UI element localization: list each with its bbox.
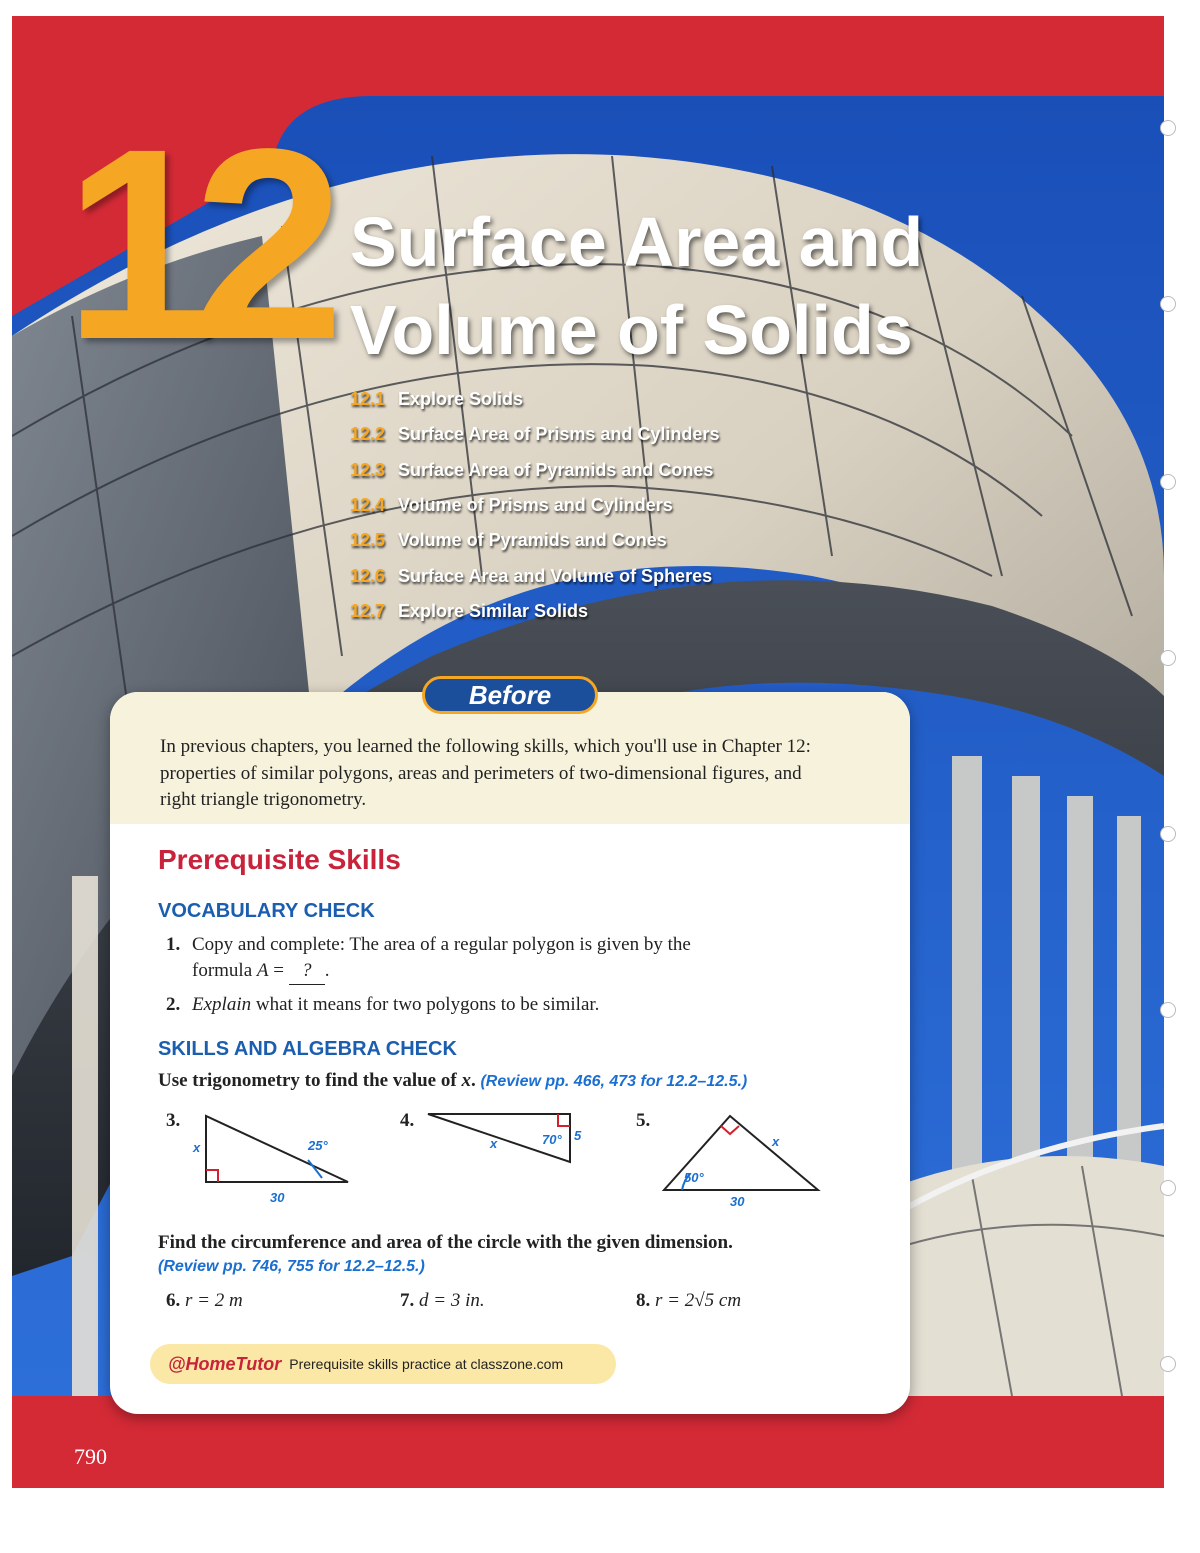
exercise-1-blank: ? bbox=[289, 958, 325, 985]
exercise-2-keyword: Explain bbox=[192, 994, 252, 1015]
triangle-figure-4 bbox=[424, 1108, 594, 1178]
circle-dimension: r = 2 m bbox=[185, 1290, 243, 1311]
lesson-list bbox=[350, 382, 870, 629]
lesson-number: 12.4 bbox=[350, 495, 386, 516]
base-label: 30 bbox=[730, 1194, 745, 1209]
exercise-8 bbox=[636, 1288, 741, 1314]
chapter-title bbox=[350, 198, 923, 374]
exercise-1-line-1: Copy and complete: The area of a regular polygon is given by the bbox=[192, 934, 691, 955]
exercise-number: 1. bbox=[166, 934, 181, 955]
lesson-title: Volume of Pyramids and Cones bbox=[398, 530, 667, 551]
hometutor-logo: @HomeTutor bbox=[168, 1353, 282, 1374]
lesson-item bbox=[350, 558, 870, 593]
lesson-title: Surface Area of Prisms and Cylinders bbox=[398, 424, 720, 445]
lesson-number: 12.5 bbox=[350, 530, 386, 551]
exercise-2-text: what it means for two polygons to be similar. bbox=[251, 994, 600, 1015]
exercise-5-number bbox=[636, 1108, 650, 1134]
exercise-number: 3. bbox=[166, 1110, 181, 1131]
right-angle-marker bbox=[206, 1170, 218, 1182]
chapter-title-line-2: Volume of Solids bbox=[350, 291, 913, 369]
lesson-title: Surface Area of Pyramids and Cones bbox=[398, 459, 714, 480]
lesson-item bbox=[350, 382, 870, 417]
binder-hole bbox=[1160, 826, 1176, 842]
before-panel bbox=[110, 692, 910, 1414]
exercise-1 bbox=[166, 932, 691, 985]
review-reference: (Review pp. 746, 755 for 12.2–12.5.) bbox=[158, 1258, 425, 1275]
chapter-title-line-1: Surface Area and bbox=[350, 203, 924, 281]
side-x-label: x bbox=[490, 1136, 498, 1151]
exercise-4-number bbox=[400, 1108, 414, 1134]
side-x-label: x bbox=[193, 1140, 201, 1155]
side-label: 5 bbox=[574, 1128, 582, 1143]
lesson-item bbox=[350, 594, 870, 629]
lesson-number: 12.2 bbox=[350, 424, 386, 445]
trig-instruction-variable: x bbox=[461, 1070, 471, 1091]
lesson-number: 12.1 bbox=[350, 389, 386, 410]
lesson-title: Volume of Prisms and Cylinders bbox=[398, 495, 673, 516]
binder-hole bbox=[1160, 650, 1176, 666]
trig-instruction bbox=[158, 1070, 747, 1092]
exercise-3-number bbox=[166, 1108, 180, 1134]
lesson-title: Surface Area and Volume of Spheres bbox=[398, 565, 713, 586]
lesson-item bbox=[350, 488, 870, 523]
before-intro-text: In previous chapters, you learned the following skills, which you'll use in Chapter 12: properties of similar polygons, areas and perimeters of two-dimensional figures, and right triangle trigonometry. bbox=[160, 736, 811, 810]
circle-dimension: d = 3 in. bbox=[419, 1290, 485, 1311]
chapter-number: 12 bbox=[64, 92, 323, 396]
triangle-figure-3 bbox=[190, 1108, 360, 1208]
right-angle-marker bbox=[721, 1126, 739, 1134]
exercise-number: 2. bbox=[166, 994, 181, 1015]
lesson-number: 12.6 bbox=[350, 565, 386, 586]
base-label: 30 bbox=[270, 1190, 285, 1205]
side-x-label: x bbox=[772, 1134, 780, 1149]
prerequisite-skills-heading: Prerequisite Skills bbox=[158, 844, 401, 875]
trig-instruction-period: . bbox=[470, 1070, 476, 1091]
hometutor-link-text[interactable]: Prerequisite skills practice at classzone.com bbox=[289, 1356, 564, 1372]
exercise-1-variable: A bbox=[256, 960, 269, 981]
angle-label: 50° bbox=[684, 1170, 704, 1185]
exercise-number: 8. bbox=[636, 1290, 651, 1311]
review-reference: (Review pp. 466, 473 for 12.2–12.5.) bbox=[480, 1073, 748, 1090]
lesson-item bbox=[350, 417, 870, 452]
page-number: 790 bbox=[74, 1444, 107, 1469]
skills-algebra-check-heading: SKILLS AND ALGEBRA CHECK bbox=[158, 1038, 457, 1060]
exercise-number: 5. bbox=[636, 1110, 651, 1131]
lesson-number: 12.3 bbox=[350, 459, 386, 480]
trig-instruction-text: Use trigonometry to find the value of bbox=[158, 1070, 462, 1091]
circle-instruction: Find the circumference and area of the circle with the given dimension. bbox=[158, 1232, 733, 1253]
exercise-1-formula-prefix: formula bbox=[192, 960, 257, 981]
binder-hole bbox=[1160, 1180, 1176, 1196]
binder-hole bbox=[1160, 296, 1176, 312]
binder-hole bbox=[1160, 474, 1176, 490]
exercise-2 bbox=[166, 992, 599, 1018]
exercise-number: 4. bbox=[400, 1110, 415, 1131]
binder-hole bbox=[1160, 1356, 1176, 1372]
lesson-item bbox=[350, 453, 870, 488]
right-angle-marker bbox=[558, 1114, 570, 1126]
triangle-figure-5 bbox=[660, 1110, 830, 1210]
exercise-number: 7. bbox=[400, 1290, 415, 1311]
binder-hole bbox=[1160, 1002, 1176, 1018]
exercise-1-period: . bbox=[324, 960, 330, 981]
lesson-item bbox=[350, 523, 870, 558]
lesson-title: Explore Solids bbox=[398, 389, 524, 410]
exercise-7 bbox=[400, 1288, 485, 1314]
exercise-1-equals: = bbox=[268, 960, 289, 981]
binder-hole bbox=[1160, 120, 1176, 136]
lesson-number: 12.7 bbox=[350, 600, 386, 621]
exercise-number: 6. bbox=[166, 1290, 181, 1311]
hometutor-banner[interactable] bbox=[150, 1344, 616, 1384]
angle-label: 70° bbox=[542, 1132, 562, 1147]
lesson-title: Explore Similar Solids bbox=[398, 600, 589, 621]
vocabulary-check-heading: VOCABULARY CHECK bbox=[158, 900, 375, 922]
circle-dimension: r = 2√5 cm bbox=[655, 1290, 742, 1311]
before-tab: Before bbox=[422, 676, 598, 714]
exercise-6 bbox=[166, 1288, 243, 1314]
angle-label: 25° bbox=[308, 1138, 328, 1153]
